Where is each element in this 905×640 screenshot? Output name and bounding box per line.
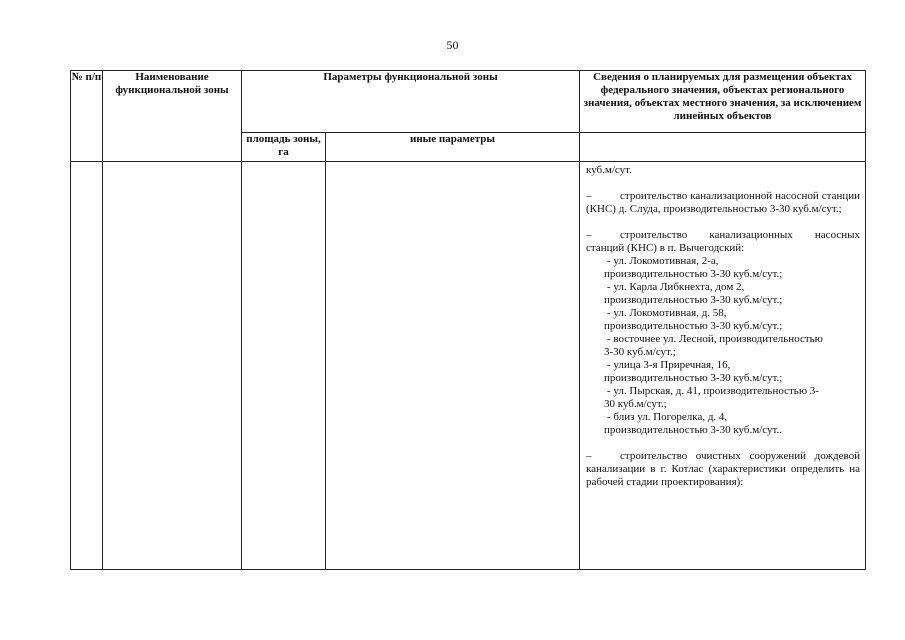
- functional-zones-table: [70, 70, 866, 570]
- sub-item-line: - ул. Карла Либкнехта, дом 2,: [607, 281, 745, 293]
- sub-item-line: - ул. Пырская, д. 41, производительностью 3-: [607, 385, 819, 397]
- item-text: строительство очистных сооружений дождевой канализации в г. Котлас (характеристики определить на рабочей стадии проектирования):: [586, 450, 860, 488]
- item-text: строительство канализационных насосных станций (КНС) в п. Вычегодский:: [586, 229, 860, 254]
- table-header-row: [71, 71, 866, 133]
- sub-item-line: производительностью 3-30 куб.м/сут.;: [604, 320, 783, 332]
- list-item: – строительство канализационной насосной станции (КНС) д. Слуда, производительностью 3-30 куб.м/сут.;: [586, 190, 860, 215]
- sub-item-line: - ул. Локомотивная, 2-а,: [607, 255, 719, 267]
- cell-zone-name: [103, 162, 242, 570]
- table-row: [71, 162, 866, 570]
- sub-item-line: производительностью 3-30 куб.м/сут.;: [604, 294, 783, 306]
- header-zone-area: площадь зоны, га: [242, 133, 326, 162]
- sub-item-line: 30 куб.м/сут.;: [604, 398, 667, 410]
- sub-list: [586, 255, 860, 437]
- sub-item-line: - улица 3-я Приречная, 16,: [607, 359, 731, 371]
- sub-item-line: 3-30 куб.м/сут.;: [604, 346, 676, 358]
- header-zone-name: Наименование функциональной зоны: [103, 71, 242, 162]
- sub-item-line: - восточнее ул. Лесной, производительностью: [607, 333, 823, 345]
- header-number: № п/п: [71, 71, 103, 162]
- cell-planned-objects: [580, 162, 866, 570]
- list-item: – строительство канализационных насосных станций (КНС) в п. Вычегодский:: [586, 229, 860, 254]
- cell-zone-area: [242, 162, 326, 570]
- header-planned-objects: Сведения о планируемых для размещения объектах федерального значения, объектах регионального значения, объектах местного значения, за исключением линейных объектов: [580, 71, 866, 133]
- sub-item-line: - близ ул. Погорелка, д. 4,: [607, 411, 728, 423]
- header-empty-cell: [580, 133, 866, 162]
- list-item: – строительство очистных сооружений дождевой канализации в г. Котлас (характеристики определить на рабочей стадии проектирования):: [586, 450, 860, 488]
- cell-number: [71, 162, 103, 570]
- continuation-text: куб.м/сут.: [586, 164, 632, 176]
- item-text: строительство канализационной насосной станции (КНС) д. Слуда, производительностью 3-30 куб.м/сут.;: [586, 190, 860, 215]
- sub-item-line: - ул. Локомотивная, д. 58,: [607, 307, 727, 319]
- page-number: 50: [446, 38, 459, 52]
- sub-item-line: производительностью 3-30 куб.м/сут.;: [604, 372, 783, 384]
- cell-other-parameters: [326, 162, 580, 570]
- header-zone-parameters: Параметры функциональной зоны: [242, 71, 580, 133]
- sub-item-line: производительностью 3-30 куб.м/сут.;: [604, 268, 783, 280]
- header-other-parameters: иные параметры: [326, 133, 580, 162]
- sub-item-line: производительностью 3-30 куб.м/сут..: [604, 424, 782, 436]
